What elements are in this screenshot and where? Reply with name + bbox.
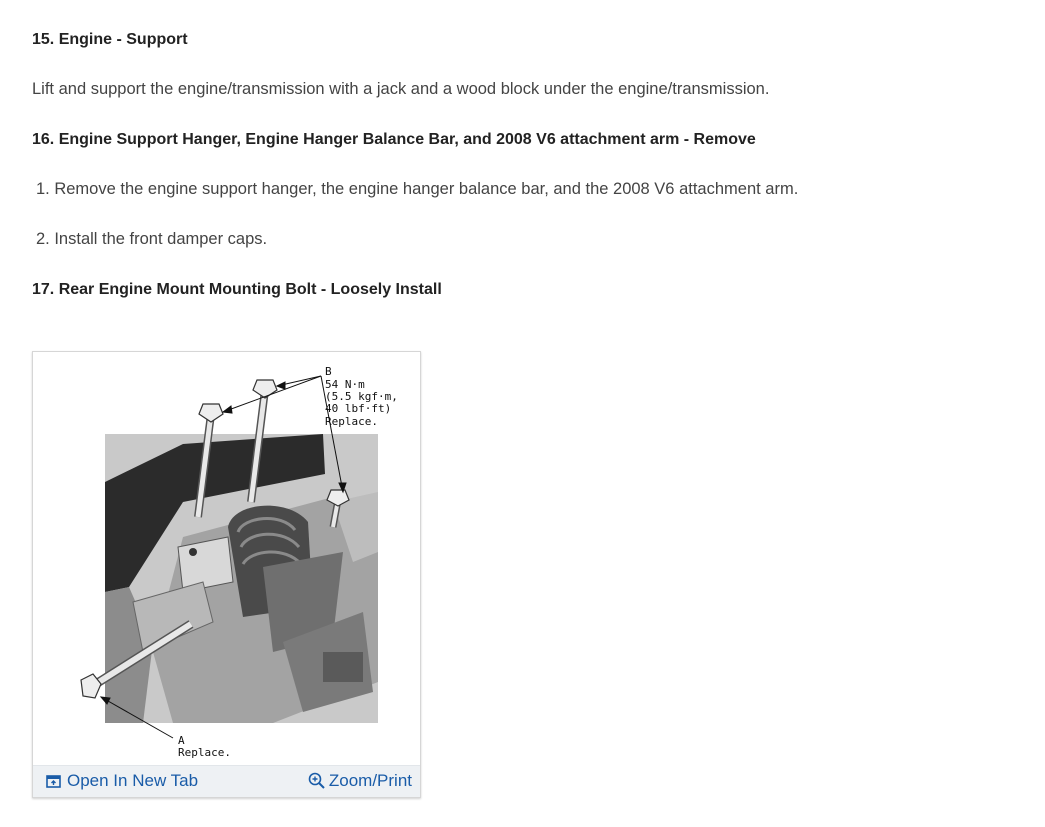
figure-toolbar — [33, 765, 420, 797]
step-16-item-2: 2. Install the front damper caps. — [36, 230, 268, 248]
step-15-heading: 15. Engine - Support — [32, 31, 188, 48]
zoom-print-label: Zoom/Print — [328, 771, 412, 790]
mount-bolt-figure[interactable] — [32, 351, 421, 798]
open-in-new-tab-button[interactable] — [46, 771, 198, 791]
callout-a-letter: A — [178, 734, 185, 747]
engine-mount-illustration[interactable] — [33, 352, 420, 765]
open-in-new-tab-label: Open In New Tab — [67, 771, 199, 790]
connector-block — [323, 652, 363, 682]
zoom-print-button[interactable] — [308, 771, 412, 791]
step-16-item-1: 1. Remove the engine support hanger, the engine hanger balance bar, and the 2008 V6 attachment arm. — [36, 180, 799, 198]
open-new-tab-icon — [46, 775, 61, 788]
callout-b-torque-lbf: 40 lbf·ft) — [325, 402, 392, 415]
callout-b-replace: Replace. — [325, 415, 378, 428]
callout-a-replace: Replace. — [178, 746, 231, 759]
step-16-heading: 16. Engine Support Hanger, Engine Hanger Balance Bar, and 2008 V6 attachment arm - Remove — [32, 131, 756, 148]
callout-b-letter: B — [325, 365, 332, 378]
mount-flange — [178, 537, 233, 592]
step-15-text: Lift and support the engine/transmission with a jack and a wood block under the engine/transmission. — [32, 80, 770, 98]
step-17-heading: 17. Rear Engine Mount Mounting Bolt - Loosely Install — [32, 281, 442, 298]
callout-b-torque-kgf: (5.5 kgf·m, — [325, 390, 398, 403]
callout-b-torque-nm: 54 N·m — [325, 378, 365, 391]
flange-hole — [189, 548, 197, 556]
zoom-in-icon — [308, 772, 326, 790]
